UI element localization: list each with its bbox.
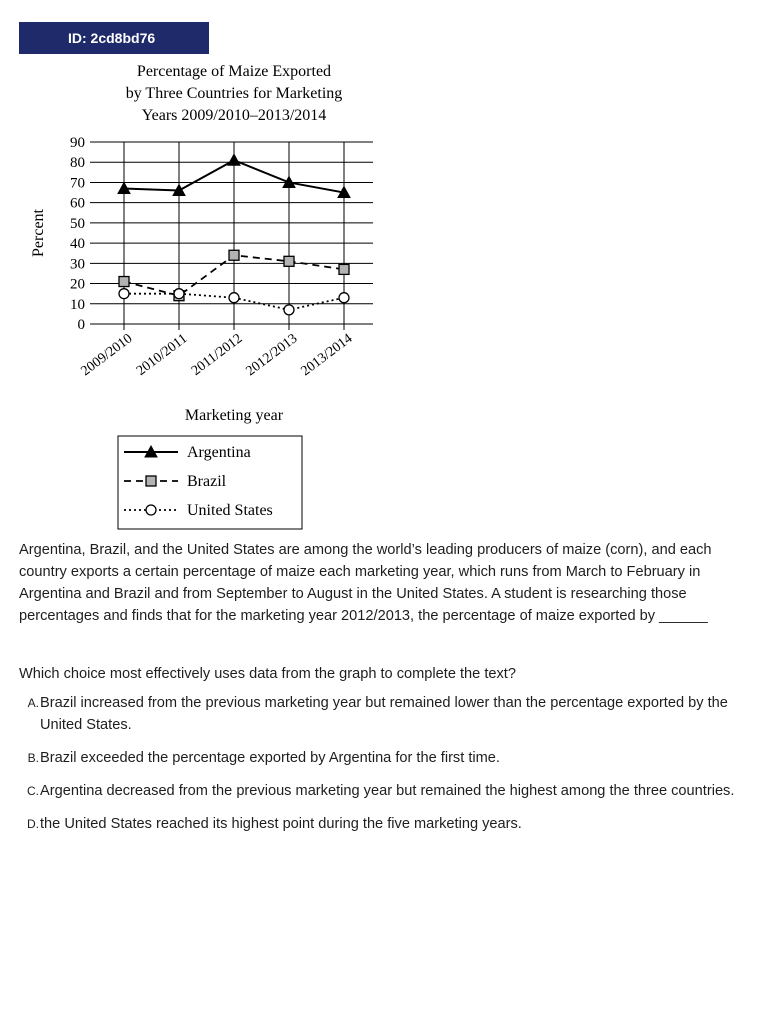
y-tick-label: 0 — [77, 317, 85, 333]
choice-letter: D. — [27, 817, 39, 831]
data-point-brazil — [229, 250, 239, 260]
data-point-brazil — [339, 264, 349, 274]
y-tick-label: 80 — [70, 155, 85, 172]
x-tick-label: 2012/2013 — [243, 331, 301, 380]
choice-letter: A. — [27, 696, 39, 710]
choice-a[interactable] — [19, 692, 749, 736]
x-tick-label: 2013/2014 — [298, 331, 356, 380]
chart-title-line: Years 2009/2010–2013/2014 — [141, 107, 327, 124]
chart-legend — [118, 436, 302, 529]
choice-text: the United States reached its highest point during the five marketing years. — [40, 816, 522, 832]
y-tick-label: 40 — [70, 236, 85, 253]
x-tick-label: 2010/2011 — [133, 331, 191, 379]
data-point-united-states — [229, 293, 239, 303]
legend-label: United States — [187, 502, 273, 519]
y-axis-ticks — [70, 135, 85, 333]
choice-d[interactable] — [19, 813, 749, 835]
y-tick-label: 10 — [70, 296, 85, 313]
id-badge: ID: 2cd8bd76 — [19, 22, 209, 54]
data-point-brazil — [284, 256, 294, 266]
data-point-united-states — [119, 289, 129, 299]
legend-marker — [146, 476, 156, 486]
x-tick-label: 2009/2010 — [78, 331, 136, 380]
choice-letter: C. — [27, 784, 39, 798]
x-axis-label: Marketing year — [184, 407, 284, 424]
y-tick-label: 60 — [70, 195, 85, 212]
x-tick-label: 2011/2012 — [188, 331, 246, 379]
y-tick-label: 90 — [70, 135, 85, 151]
legend-label: Argentina — [187, 444, 251, 461]
legend-label: Brazil — [187, 473, 227, 490]
y-tick-label: 30 — [70, 256, 85, 273]
chart-title — [126, 63, 343, 124]
data-point-united-states — [339, 293, 349, 303]
choice-text: Brazil increased from the previous marketing year but remained lower than the percentage exported by the United States. — [40, 695, 728, 733]
y-tick-label: 70 — [70, 175, 85, 192]
question-text: Which choice most effectively uses data from the graph to complete the text? — [19, 666, 516, 682]
y-axis-label: Percent — [30, 209, 47, 257]
choice-text: Argentina decreased from the previous marketing year but remained the highest among the three countries. — [40, 783, 735, 799]
data-point-united-states — [174, 289, 184, 299]
y-tick-label: 50 — [70, 215, 85, 232]
data-point-brazil — [119, 277, 129, 287]
passage-text: Argentina, Brazil, and the United States are among the world’s leading producers of maize (corn), and each country exports a certain percentage of maize each marketing year, which runs from March to February in Argentina and Brazil and from September to August in the United States. A student is researching those percentages and finds that for the marketing year 2012/2013, the percentage of maize exported by ______ — [19, 542, 712, 624]
chart-title-line: by Three Countries for Marketing — [125, 85, 343, 102]
data-point-united-states — [284, 305, 294, 315]
choice-text: Brazil exceeded the percentage exported by Argentina for the first time. — [40, 750, 500, 766]
y-tick-label: 20 — [70, 276, 85, 293]
data-point-argentina — [228, 154, 240, 165]
answer-choices — [19, 692, 749, 846]
legend-marker — [146, 505, 156, 515]
choice-letter: B. — [27, 751, 39, 765]
choice-b[interactable] — [19, 747, 749, 769]
line-chart — [0, 55, 420, 535]
x-axis-ticks — [79, 331, 356, 379]
chart-title-line: Percentage of Maize Exported — [136, 63, 332, 80]
choice-c[interactable] — [19, 780, 749, 802]
